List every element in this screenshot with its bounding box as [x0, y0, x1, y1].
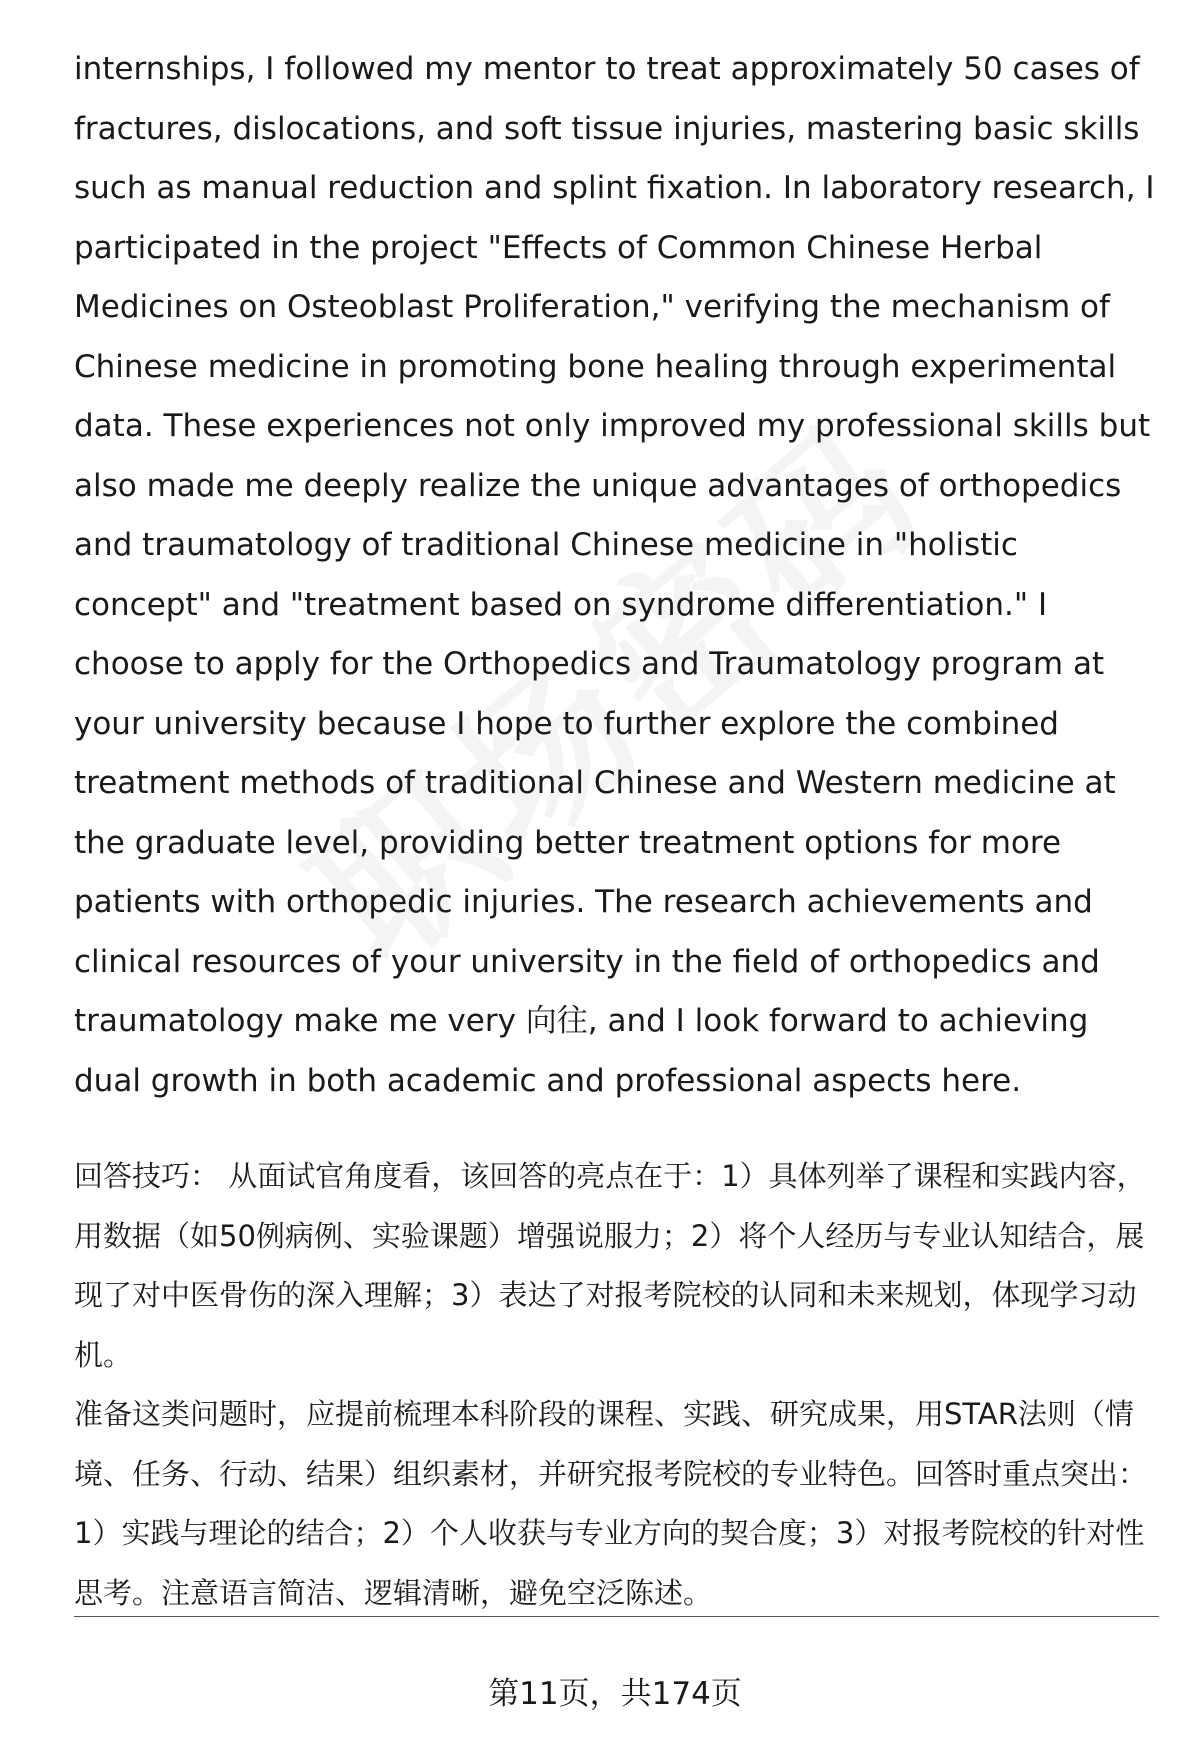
- answer-paragraph: internships, I followed my mentor to treat approximately 50 cases of fractures, dislocations, and soft tissue injuries, mastering basic skills such as manual reduction and splint fixation. In laboratory research, I participated in the project "Effects of Common Chinese Herbal Medicines on Osteoblast Proliferation," verifying the mechanism of Chinese medicine in promoting bone healing through experimental data. These experiences not only improved my professional skills but also made me deeply realize the unique advantages of orthopedics and traumatology of traditional Chinese medicine in "holistic concept" and "treatment based on syndrome differentiation." I choose to apply for the Orthopedics and Traumatology program at your university because I hope to further explore the combined treatment methods of traditional Chinese and Western medicine at the graduate level, providing better treatment options for more patients with orthopedic injuries. The research achievements and clinical resources of your university in the field of orthopedics and traumatology make me very 向往, and I look forward to achieving dual growth in both academic and professional aspects here.: [74, 51, 1155, 1099]
- tips-paragraph: 回答技巧： 从面试官角度看，该回答的亮点在于：1）具体列举了课程和实践内容，用数据（如50例病例、实验课题）增强说服力；2）将个人经历与专业认知结合，展现了对中医骨伤的深入理解；3）表达了对报考院校的认同和未来规划，体现学习动机。: [74, 1159, 1146, 1372]
- footer-divider: [74, 1616, 1159, 1617]
- answer-tips: [74, 1147, 1159, 1623]
- page-content: [74, 40, 1159, 1623]
- page-number: 第11页，共174页: [488, 1676, 742, 1712]
- tips-paragraph: 准备这类问题时，应提前梳理本科阶段的课程、实践、研究成果，用STAR法则（情境、任务、行动、结果）组织素材，并研究报考院校的专业特色。回答时重点突出：1）实践与理论的结合；2）个人收获与专业方向的契合度；3）对报考院校的针对性思考。注意语言简洁、逻辑清晰，避免空泛陈述。: [74, 1397, 1148, 1610]
